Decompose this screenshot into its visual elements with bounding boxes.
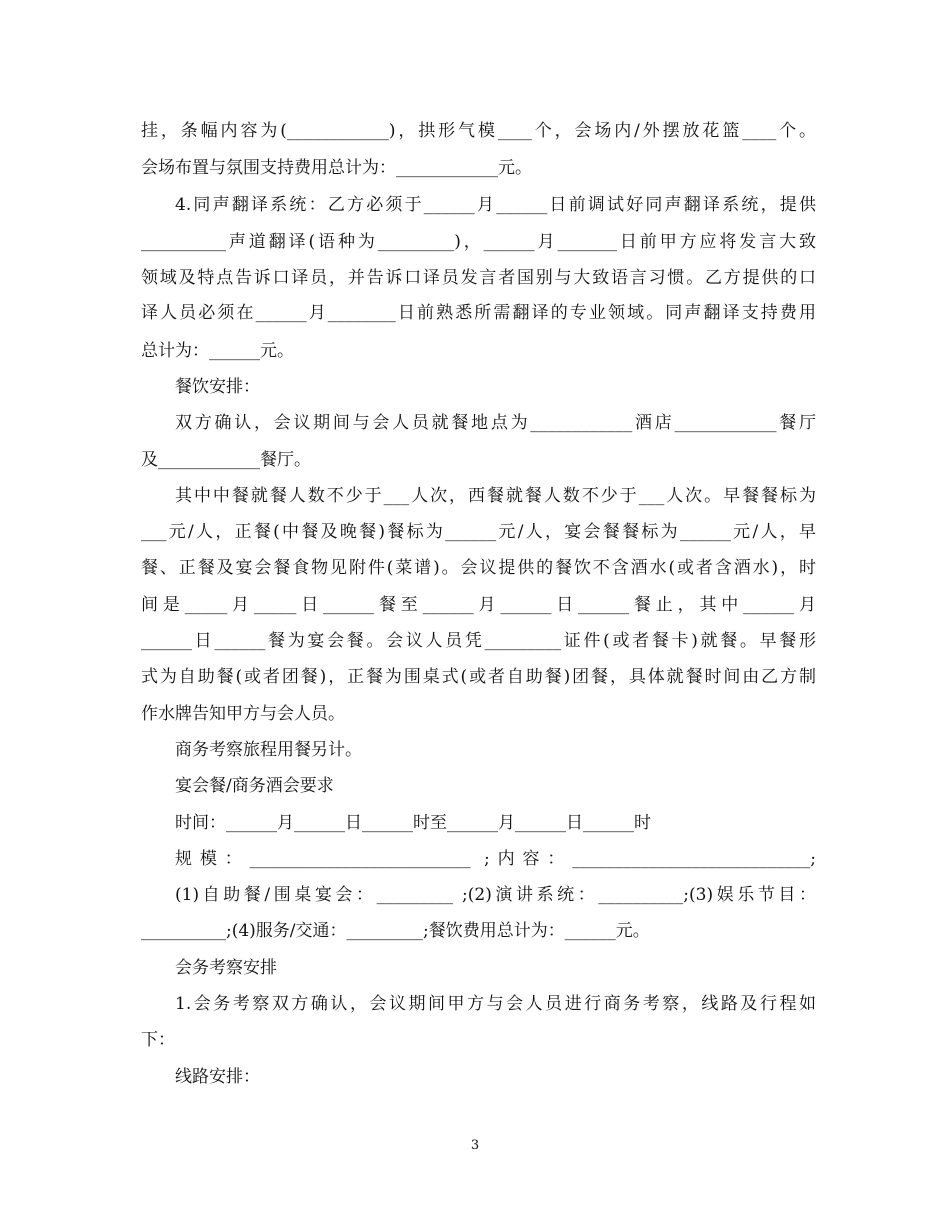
text-line: ______日______餐为宴会餐。会议人员凭_________证件(或者餐卡)就餐。早餐形 (141, 631, 816, 651)
text-line: 规模：__________________________ ;内容：____________________________; (175, 849, 816, 869)
text-line: 及____________餐厅。 (141, 450, 311, 470)
text-line: __________声道翻译(语种为_________)，______月_______日前甲方应将发言大致 (141, 232, 816, 252)
text-line: 总计为：______元。 (141, 341, 294, 361)
text-line: 间是_____月_____日______餐至______月______日______餐止，其中______月 (141, 595, 816, 615)
text-line: 餐、正餐及宴会餐食物见附件(菜谱)。会议提供的餐饮不含酒水(或者含酒水)，时 (141, 558, 816, 578)
text-line: 其中中餐就餐人数不少于___人次，西餐就餐人数不少于___人次。早餐餐标为 (175, 486, 816, 506)
text-line: __________;(4)服务/交通：_________;餐饮费用总计为：______元。 (141, 921, 650, 941)
section-heading: 宴会餐/商务酒会要求 (175, 776, 334, 796)
text-line: 挂，条幅内容为(____________)，拱形气模____个，会场内/外摆放花篮____个。 (141, 121, 816, 141)
text-line: (1)自助餐/围桌宴会：_________ ;(2)演讲系统：__________;(3)娱乐节目： (175, 885, 816, 905)
section-heading: 餐饮安排： (175, 377, 260, 397)
text-line: 译人员必须在______月________日前熟悉所需翻译的专业领域。同声翻译支持费用 (141, 303, 816, 323)
text-line: 时间：______月______日______时至______月______日______时 (175, 813, 651, 833)
text-line: 4.同声翻译系统：乙方必须于______月______日前调试好同声翻译系统，提供 (175, 195, 816, 215)
text-line: 下： (141, 1030, 175, 1050)
text-line: 作水牌告知甲方与会人员。 (141, 704, 345, 724)
text-line: 1.会务考察双方确认，会议期间甲方与会人员进行商务考察，线路及行程如 (175, 994, 816, 1014)
text-line: ___元/人，正餐(中餐及晚餐)餐标为______元/人，宴会餐餐标为______元/人，早 (141, 522, 816, 542)
text-line: 商务考察旅程用餐另计。 (175, 740, 362, 760)
text-line: 领域及特点告诉口译员，并告诉口译员发言者国别与大致语言习惯。乙方提供的口 (141, 268, 816, 288)
text-line: 双方确认，会议期间与会人员就餐地点为____________酒店____________餐厅 (175, 413, 816, 433)
page-number: 3 (470, 1138, 480, 1153)
text-line: 线路安排： (175, 1067, 260, 1087)
text-line: 会场布置与氛围支持费用总计为：____________元。 (141, 158, 532, 178)
text-line: 式为自助餐(或者团餐)，正餐为围桌式(或者自助餐)团餐，具体就餐时间由乙方制 (141, 667, 816, 687)
section-heading: 会务考察安排 (175, 958, 277, 978)
